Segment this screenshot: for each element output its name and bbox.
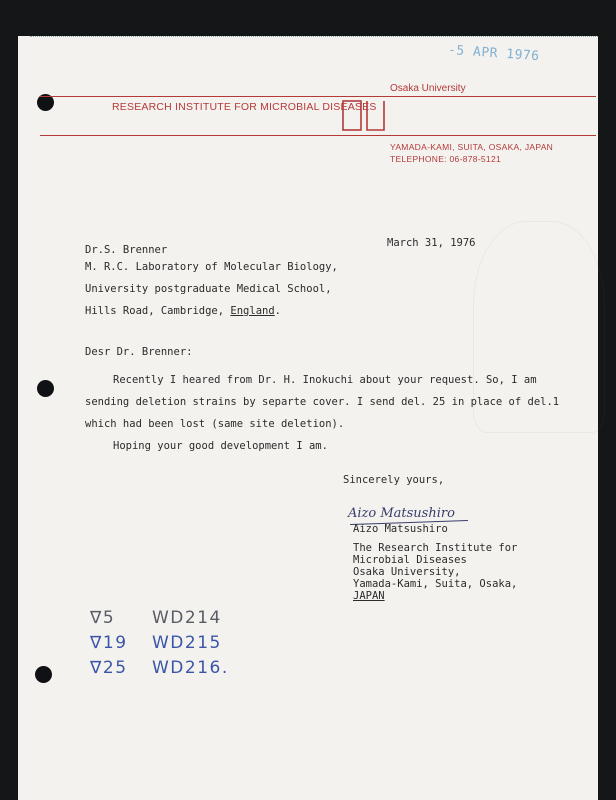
closing: Sincerely yours, — [343, 474, 445, 486]
recipient-line: M. R.C. Laboratory of Molecular Biology, — [85, 261, 338, 273]
signer-country: JAPAN — [353, 590, 385, 602]
signer-address-line: Osaka University, — [353, 566, 461, 578]
note-code: WD215 — [152, 633, 222, 653]
received-date-stamp: -5 APR 1976 — [447, 42, 541, 65]
note-code: WD216. — [152, 658, 229, 678]
note-deletion: ∇5 — [90, 608, 116, 628]
handwritten-note-row — [90, 633, 222, 653]
letterhead-top-rule — [40, 96, 596, 97]
body-line: Recently I heared from Dr. H. Inokuchi about your request. So, I am — [113, 374, 537, 386]
recipient-line: University postgraduate Medical School, — [85, 283, 332, 295]
body-line: which had been lost (same site deletion). — [85, 418, 345, 430]
university-name: Osaka University — [390, 83, 466, 94]
signer-address-line: Microbial Diseases — [353, 554, 467, 566]
recipient-country: England — [230, 305, 275, 317]
recipient-line — [85, 305, 281, 317]
punch-hole-middle — [37, 380, 54, 397]
handwritten-signature: Aizo Matsushiro — [348, 506, 455, 521]
page-edge-ruler — [30, 36, 598, 38]
letter-date: March 31, 1976 — [387, 237, 476, 249]
handwritten-note-row — [90, 658, 229, 678]
signer-address-line: Yamada-Kami, Suita, Osaka, — [353, 578, 518, 590]
recipient-street: Hills Road, Cambridge, — [85, 305, 225, 317]
handwritten-note-row — [90, 608, 222, 628]
recipient-line: Dr.S. Brenner — [85, 244, 168, 256]
signer-address-line: The Research Institute for — [353, 542, 518, 554]
institute-address: YAMADA-KAMI, SUITA, OSAKA, JAPAN — [390, 142, 554, 152]
body-line: Hoping your good development I am. — [113, 440, 328, 452]
body-line: sending deletion strains by separte cover. I send del. 25 in place of del.1 — [85, 396, 560, 408]
note-deletion: ∇25 — [90, 658, 128, 678]
institute-telephone: TELEPHONE: 06-878-5121 — [390, 154, 502, 164]
letterhead-bottom-rule — [40, 135, 596, 136]
punch-hole-bottom — [35, 666, 52, 683]
ou-logo — [342, 100, 386, 132]
salutation: Desr Dr. Brenner: — [85, 346, 193, 358]
recipient-country-suffix: . — [274, 305, 281, 317]
institute-name: RESEARCH INSTITUTE FOR MICROBIAL DISEASES — [112, 101, 377, 113]
letter-page — [18, 36, 598, 800]
signer-name: Aizo Matsushiro — [353, 523, 448, 535]
note-deletion: ∇19 — [90, 633, 128, 653]
note-code: WD214 — [152, 608, 222, 628]
